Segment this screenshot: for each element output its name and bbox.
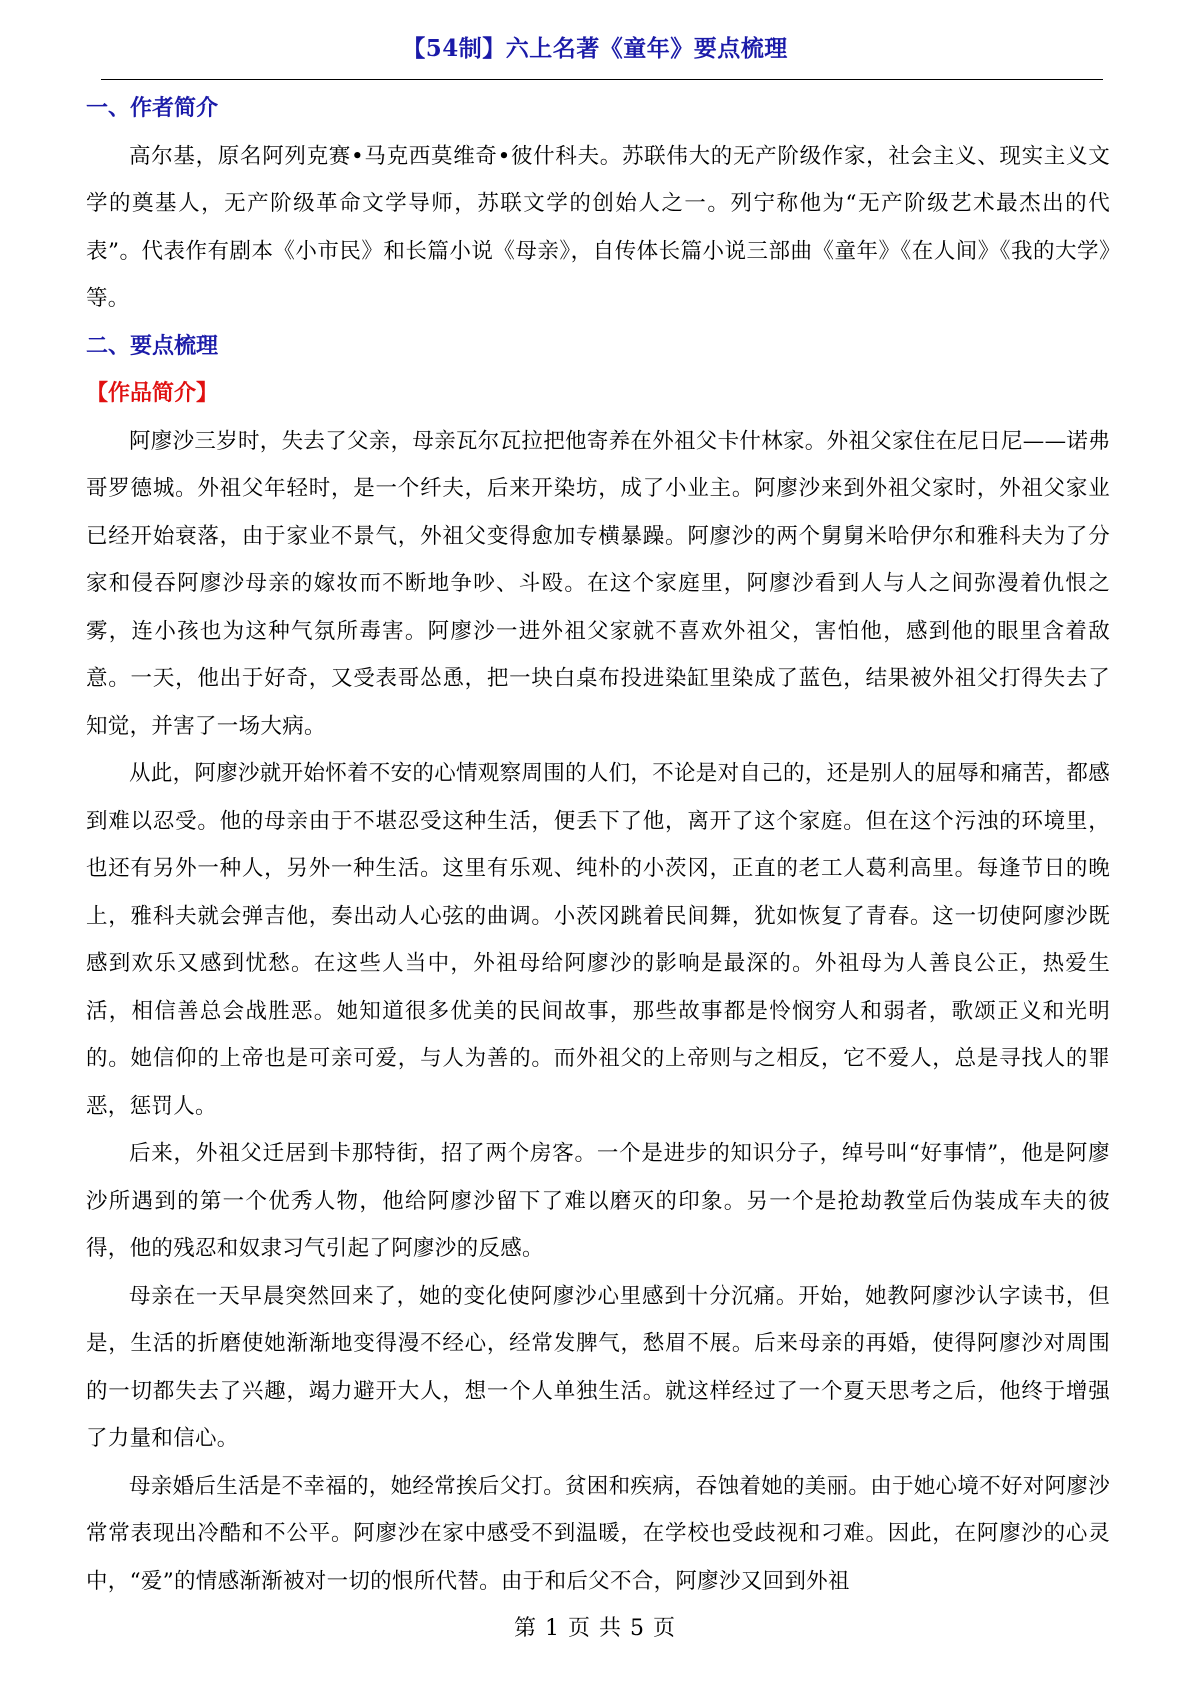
- document-title: 【54制】六上名著《童年》要点梳理: [402, 35, 788, 62]
- summary-paragraph-1: 阿廖沙三岁时，失去了父亲，母亲瓦尔瓦拉把他寄养在外祖父卡什林家。外祖父家住在尼日尼——诺弗哥罗德城。外祖父年轻时，是一个纤夫，后来开染坊，成了小业主。阿廖沙来到外祖父家时，外祖父家业已经开始衰落，由于家业不景气，外祖父变得愈加专横暴躁。阿廖沙的两个舅舅米哈伊尔和雅科夫为了分家和侵吞阿廖沙母亲的嫁妆而不断地争吵、斗殴。在这个家庭里，阿廖沙看到人与人之间弥漫着仇恨之雾，连小孩也为这种气氛所毒害。阿廖沙一进外祖父家就不喜欢外祖父，害怕他，感到他的眼里含着敌意。一天，他出于好奇，又受表哥怂恿，把一块白桌布投进染缸里染成了蓝色，结果被外祖父打得失去了知觉，并害了一场大病。: [86, 428, 1111, 739]
- summary-paragraph-2: 从此，阿廖沙就开始怀着不安的心情观察周围的人们，不论是对自己的，还是别人的屈辱和痛苦，都感到难以忍受。他的母亲由于不堪忍受这种生活，便丢下了他，离开了这个家庭。但在这个污浊的环境里，也还有另外一种人，另外一种生活。这里有乐观、纯朴的小茨冈，正直的老工人葛利高里。每逢节日的晚上，雅科夫就会弹吉他，奏出动人心弦的曲调。小茨冈跳着民间舞，犹如恢复了青春。这一切使阿廖沙既感到欢乐又感到忧愁。在这些人当中，外祖母给阿廖沙的影响是最深的。外祖母为人善良公正，热爱生活，相信善总会战胜恶。她知道很多优美的民间故事，那些故事都是怜悯穷人和弱者，歌颂正义和光明的。她信仰的上帝也是可亲可爱，与人为善的。而外祖父的上帝则与之相反，它不爱人，总是寻找人的罪恶，惩罚人。: [86, 761, 1111, 1119]
- page-number: 第 1 页 共 5 页: [514, 1616, 676, 1641]
- subheading-work-intro: 【作品简介】: [86, 380, 219, 406]
- section-heading-author: 一、作者简介: [86, 95, 219, 121]
- document-body: [86, 85, 1110, 1605]
- section-heading-key-points: 二、要点梳理: [86, 332, 219, 359]
- summary-paragraph-3: 后来，外祖父迁居到卡那特街，招了两个房客。一个是进步的知识分子，绰号叫“好事情”，他是阿廖沙所遇到的第一个优秀人物，他给阿廖沙留下了难以磨灭的印象。另一个是抢劫教堂后伪装成车夫的彼得，他的残忍和奴隶习气引起了阿廖沙的反感。: [86, 1141, 1110, 1261]
- summary-paragraph-5: 母亲婚后生活是不幸福的，她经常挨后父打。贫困和疾病，吞蚀着她的美丽。由于她心境不好对阿廖沙常常表现出冷酷和不公平。阿廖沙在家中感受不到温暖，在学校也受歧视和刁难。因此，在阿廖沙的心灵中，“爱”的情感渐渐被对一切的恨所代替。由于和后父不合，阿廖沙又回到外祖: [86, 1473, 1111, 1594]
- author-paragraph: 高尔基，原名阿列克赛•马克西莫维奇•彼什科夫。苏联伟大的无产阶级作家，社会主义、现实主义文学的奠基人，无产阶级革命文学导师，苏联文学的创始人之一。列宁称他为“无产阶级艺术最杰出的代表”。代表作有剧本《小市民》和长篇小说《母亲》，自传体长篇小说三部曲《童年》《在人间》《我的大学》等。: [86, 143, 1110, 311]
- summary-paragraph-4: 母亲在一天早晨突然回来了，她的变化使阿廖沙心里感到十分沉痛。开始，她教阿廖沙认字读书，但是，生活的折磨使她渐渐地变得漫不经心，经常发脾气，愁眉不展。后来母亲的再婚，使得阿廖沙对周围的一切都失去了兴趣，竭力避开大人，想一个人单独生活。就这样经过了一个夏天思考之后，他终于增强了力量和信心。: [86, 1283, 1110, 1451]
- header-divider: [101, 79, 1103, 80]
